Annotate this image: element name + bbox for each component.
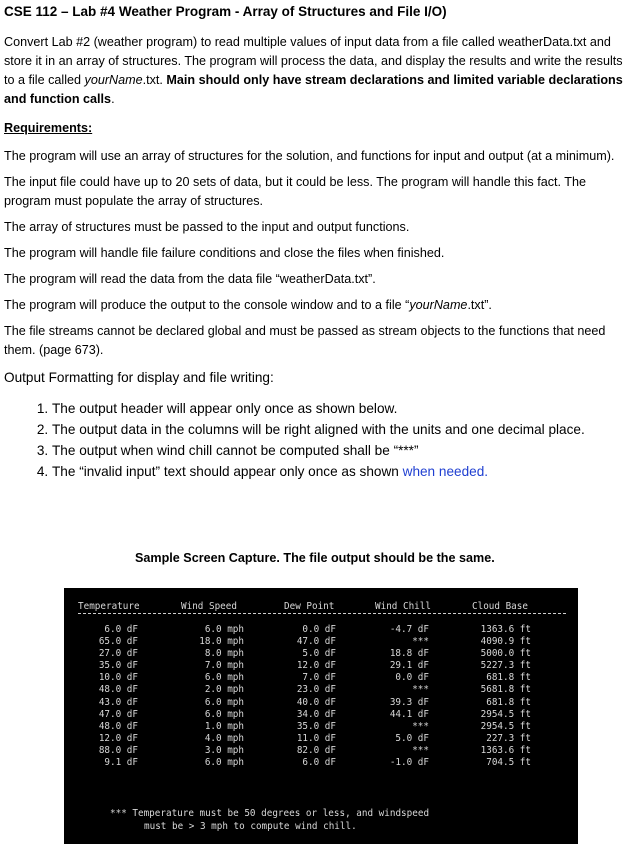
intro-text-3: . xyxy=(111,92,115,106)
dew-point-cell: 82.0 dF xyxy=(296,744,336,756)
header-divider xyxy=(78,613,566,614)
page-title: CSE 112 – Lab #4 Weather Program - Array of Structures and File I/O) xyxy=(4,4,447,19)
header-cloud-base: Cloud Base xyxy=(472,601,528,612)
temperature-cell: 88.0 dF xyxy=(98,744,138,756)
wind-speed-cell: 8.0 mph xyxy=(204,648,244,660)
wind-chill-cell: *** xyxy=(412,684,429,696)
cloud-base-cell: 1363.6 ft xyxy=(480,624,531,635)
cloud-base-cell: 1363.6 ft xyxy=(480,744,531,756)
when-needed-link[interactable]: when needed. xyxy=(402,464,489,479)
intro-bold-text: Main should only have stream declarations and limited variable declarations and function calls xyxy=(4,73,623,106)
wind-chill-note xyxy=(110,808,429,833)
output-heading: Output Formatting for display and file writing: xyxy=(4,370,274,385)
requirement-output xyxy=(4,296,630,315)
dew-point-cell: 34.0 dF xyxy=(296,708,336,720)
header-wind-chill: Wind Chill xyxy=(375,601,431,612)
cloud-base-column xyxy=(464,624,531,769)
requirement-item: The program will read the data from the data file “weatherData.txt”. xyxy=(4,272,376,286)
wind-speed-cell: 1.0 mph xyxy=(204,720,244,732)
note-line: *** Temperature must be 50 degrees or less, and windspeed xyxy=(110,808,430,819)
cloud-base-cell: 681.8 ft xyxy=(486,672,531,684)
dew-point-cell: 35.0 dF xyxy=(296,720,336,732)
intro-text-2: .txt. xyxy=(142,73,167,87)
header-wind-speed: Wind Speed xyxy=(181,601,237,612)
wind-chill-cell: 44.1 dF xyxy=(389,708,429,720)
formatting-list xyxy=(4,398,630,482)
wind-chill-cell: 18.8 dF xyxy=(389,648,429,660)
wind-chill-cell: *** xyxy=(412,636,429,648)
cloud-base-cell: 227.3 ft xyxy=(486,732,531,744)
dew-point-cell: 0.0 dF xyxy=(302,624,336,635)
requirement-item: The array of structures must be passed to the input and output functions. xyxy=(4,220,410,234)
wind-speed-column xyxy=(184,624,244,769)
wind-speed-cell: 6.0 mph xyxy=(204,757,244,769)
wind-speed-cell: 6.0 mph xyxy=(204,624,244,635)
temperature-column xyxy=(84,624,138,769)
temperature-cell: 12.0 dF xyxy=(98,732,138,744)
cloud-base-cell: 2954.5 ft xyxy=(480,708,531,720)
note-line: must be > 3 mph to compute wind chill. xyxy=(144,820,357,832)
cloud-base-cell: 5227.3 ft xyxy=(480,660,531,672)
wind-speed-cell: 2.0 mph xyxy=(204,684,244,696)
requirement-output-text-2: .txt”. xyxy=(467,298,492,312)
temperature-cell: 27.0 dF xyxy=(98,648,138,660)
cloud-base-cell: 2954.5 ft xyxy=(480,720,531,732)
requirement-item: The input file could have up to 20 sets of data, but it could be less. The program will handle this fact. The program must populate the array of structures. xyxy=(4,175,586,208)
dew-point-cell: 12.0 dF xyxy=(296,660,336,672)
intro-paragraph xyxy=(4,33,630,109)
dew-point-cell: 47.0 dF xyxy=(296,636,336,648)
console-screenshot xyxy=(64,588,578,844)
document-page xyxy=(4,0,630,482)
dew-point-cell: 5.0 dF xyxy=(302,648,336,660)
requirements-heading: Requirements: xyxy=(4,121,93,135)
header-temperature: Temperature xyxy=(78,601,140,612)
cloud-base-cell: 5681.8 ft xyxy=(480,684,531,696)
requirement-item: The program will handle file failure conditions and close the files when finished. xyxy=(4,246,445,260)
formatting-item: 1. The output header will appear only once as shown below. xyxy=(52,398,630,419)
wind-chill-cell: 39.3 dF xyxy=(389,696,429,708)
dew-point-cell: 7.0 dF xyxy=(302,672,336,684)
cloud-base-cell: 681.8 ft xyxy=(486,696,531,708)
temperature-cell: 47.0 dF xyxy=(98,708,138,720)
wind-speed-cell: 6.0 mph xyxy=(204,708,244,720)
formatting-item: 2. The output data in the columns will be right aligned with the units and one decimal place. xyxy=(52,419,630,440)
dew-point-column xyxy=(276,624,336,769)
wind-speed-cell: 7.0 mph xyxy=(204,660,244,672)
wind-chill-column xyxy=(369,624,429,769)
wind-chill-cell: *** xyxy=(412,744,429,756)
wind-chill-cell: -4.7 dF xyxy=(389,624,429,635)
intro-italic-filename: yourName xyxy=(84,73,143,87)
formatting-item: 3. The output when wind chill cannot be computed shall be “***” xyxy=(52,440,630,461)
requirement-output-text: The program will produce the output to the console window and to a file “ xyxy=(4,298,410,312)
temperature-cell: 65.0 dF xyxy=(98,636,138,648)
temperature-cell: 48.0 dF xyxy=(98,684,138,696)
temperature-cell: 10.0 dF xyxy=(98,672,138,684)
wind-speed-cell: 6.0 mph xyxy=(204,672,244,684)
intro-text: Convert Lab #2 (weather program) to read multiple values of input data from a file called weatherData.txt and store it in an array of structures. The program will process the data, and display the results and write the results to a file called xyxy=(4,35,623,87)
header-dew-point: Dew Point xyxy=(284,601,335,612)
wind-chill-cell: 29.1 dF xyxy=(389,660,429,672)
wind-speed-cell: 4.0 mph xyxy=(204,732,244,744)
wind-chill-cell: 0.0 dF xyxy=(395,672,429,684)
dew-point-cell: 23.0 dF xyxy=(296,684,336,696)
cloud-base-cell: 4090.9 ft xyxy=(480,636,531,648)
wind-speed-cell: 3.0 mph xyxy=(204,744,244,756)
temperature-cell: 9.1 dF xyxy=(104,757,138,769)
dew-point-cell: 6.0 dF xyxy=(302,757,336,769)
formatting-item xyxy=(52,461,630,482)
cloud-base-cell: 5000.0 ft xyxy=(480,648,531,660)
wind-chill-cell: -1.0 dF xyxy=(389,757,429,769)
temperature-cell: 48.0 dF xyxy=(98,720,138,732)
requirement-item: The program will use an array of structures for the solution, and functions for input and output (at a minimum). xyxy=(4,149,615,163)
temperature-cell: 43.0 dF xyxy=(98,696,138,708)
wind-chill-cell: 5.0 dF xyxy=(395,732,429,744)
formatting-item-text: The “invalid input” text should appear only once as shown xyxy=(52,464,403,479)
wind-speed-cell: 18.0 mph xyxy=(199,636,244,648)
figure-caption: Sample Screen Capture. The file output should be the same. xyxy=(135,551,495,565)
wind-speed-cell: 6.0 mph xyxy=(204,696,244,708)
cloud-base-cell: 704.5 ft xyxy=(486,757,531,769)
requirement-streams: The file streams cannot be declared global and must be passed as stream objects to the functions that need them. (page 673). xyxy=(4,324,606,357)
temperature-cell: 35.0 dF xyxy=(98,660,138,672)
requirement-output-italic: yourName xyxy=(409,298,468,312)
dew-point-cell: 11.0 dF xyxy=(296,732,336,744)
temperature-cell: 6.0 dF xyxy=(104,624,138,635)
wind-chill-cell: *** xyxy=(412,720,429,732)
dew-point-cell: 40.0 dF xyxy=(296,696,336,708)
